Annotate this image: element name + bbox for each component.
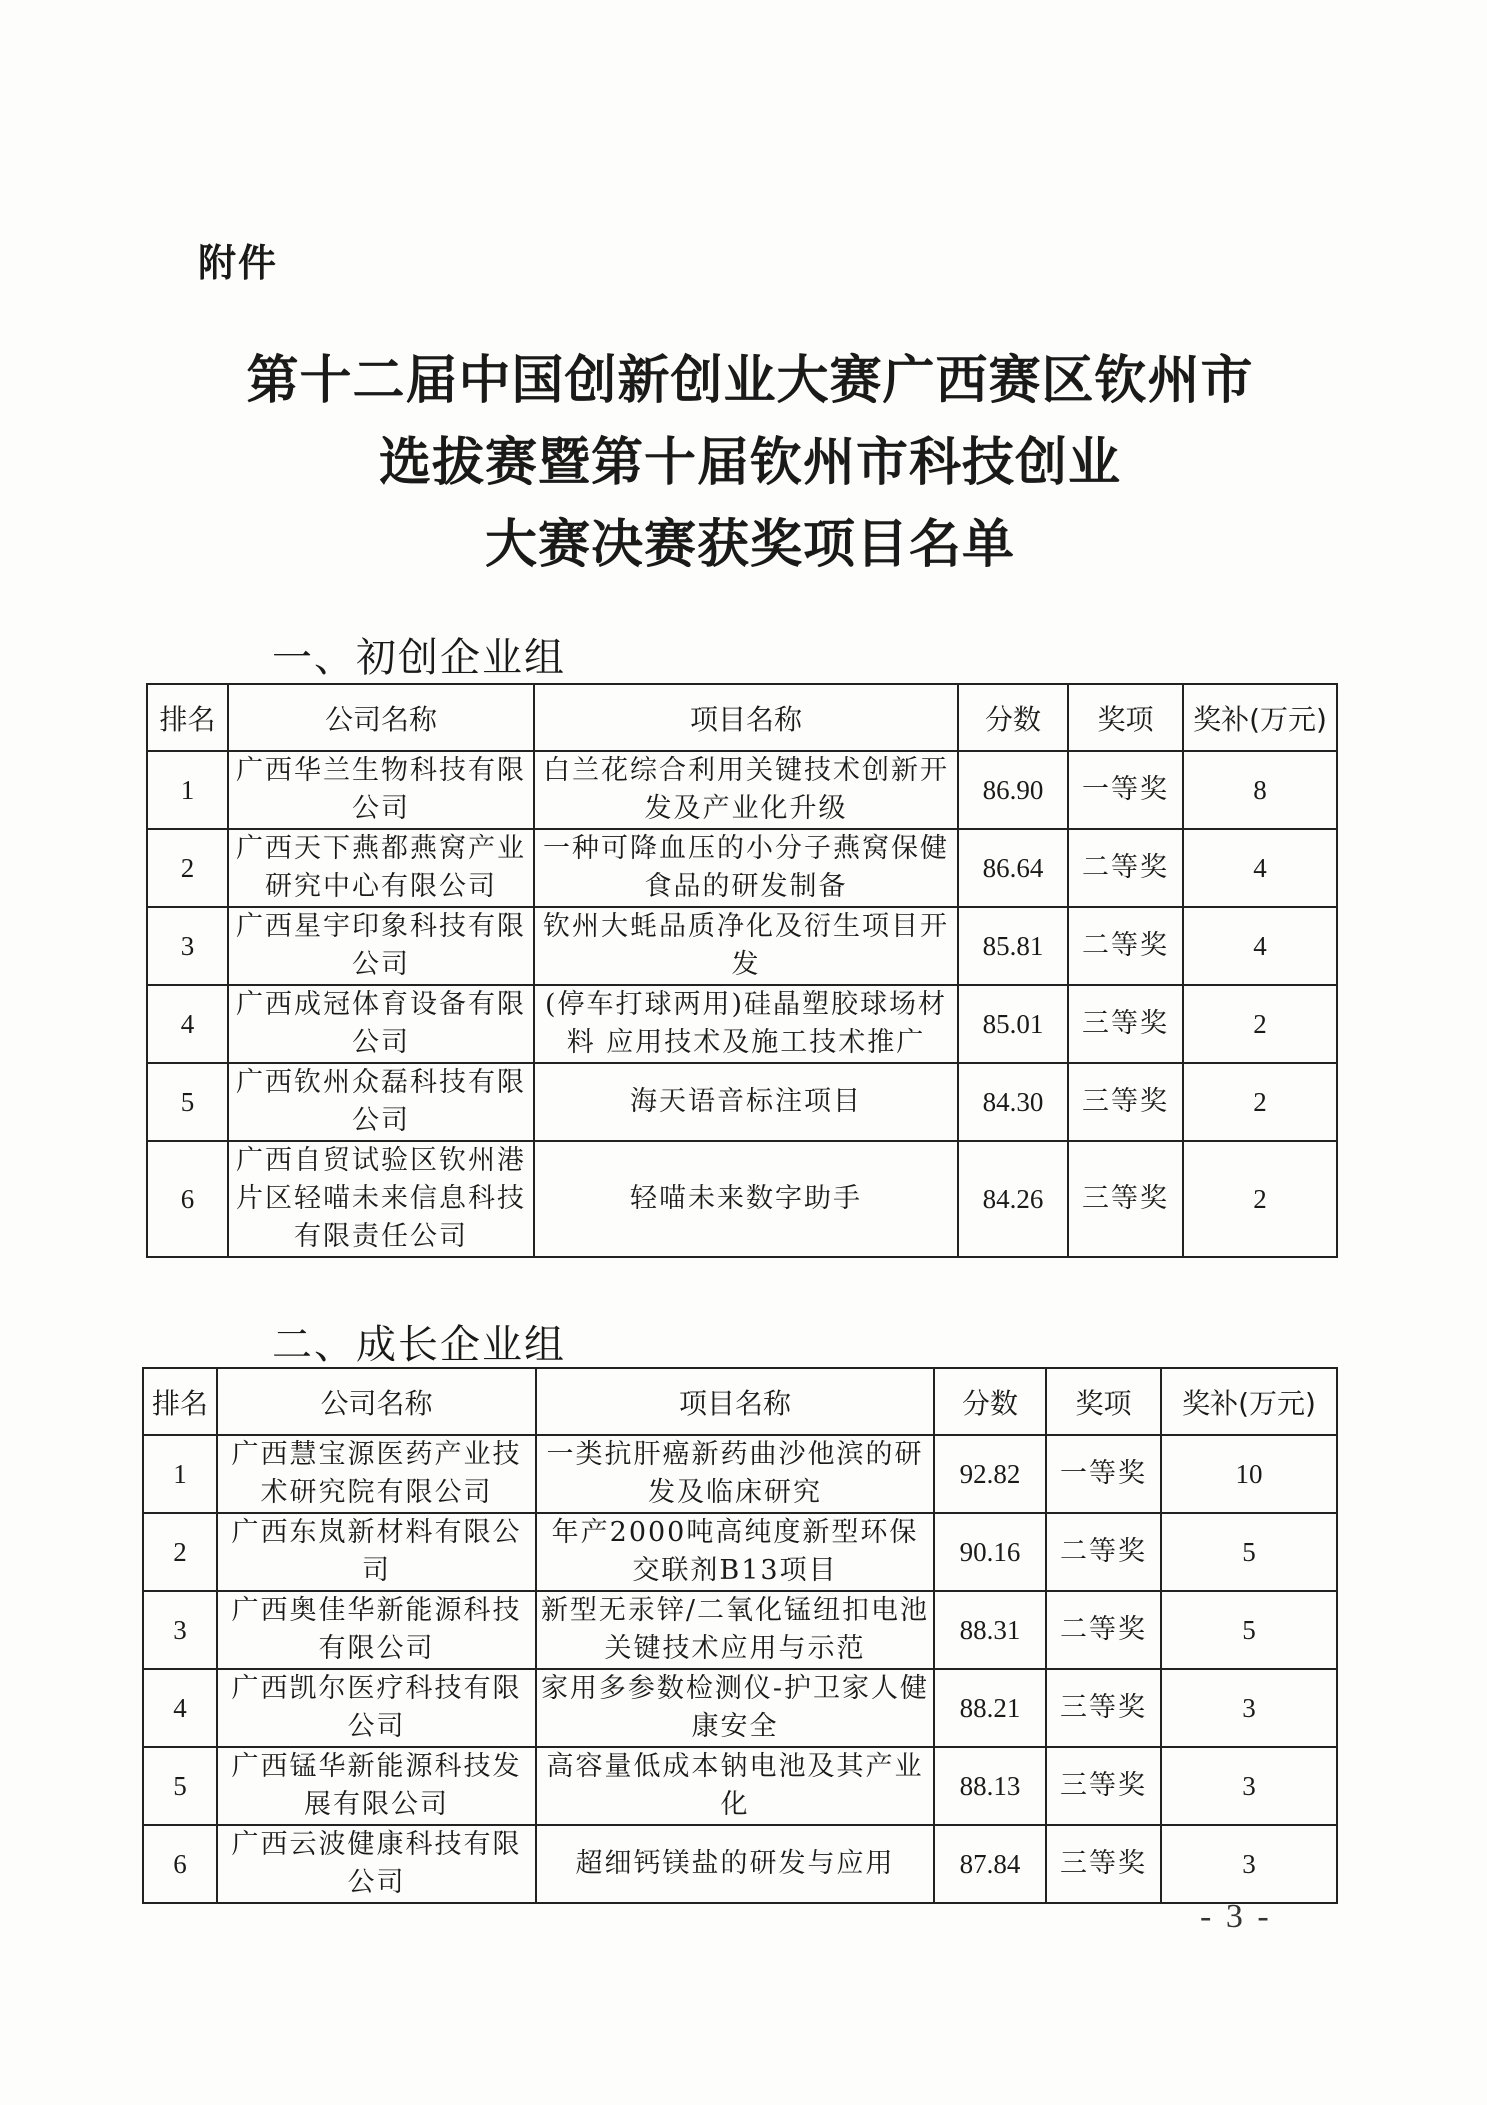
company-cell: 广西星宇印象科技有限公司 [228,907,534,985]
table-row [147,1141,1337,1257]
table-row [143,1513,1337,1591]
table-row [147,829,1337,907]
score-cell: 88.13 [934,1747,1046,1825]
header-company: 公司名称 [217,1368,536,1435]
rank-cell: 2 [143,1513,217,1591]
growth-awards-table [142,1367,1338,1904]
rank-cell: 2 [147,829,228,907]
score-cell: 85.01 [958,985,1068,1063]
score-cell: 92.82 [934,1435,1046,1513]
score-cell: 88.21 [934,1669,1046,1747]
project-cell: 年产2000吨高纯度新型环保交联剂B13项目 [536,1513,934,1591]
score-cell: 85.81 [958,907,1068,985]
company-cell: 广西云波健康科技有限公司 [217,1825,536,1903]
rank-cell: 3 [143,1591,217,1669]
rank-cell: 4 [143,1669,217,1747]
project-cell: 白兰花综合利用关键技术创新开发及产业化升级 [534,751,958,829]
company-cell: 广西华兰生物科技有限公司 [228,751,534,829]
title-line-3: 大赛决赛获奖项目名单 [484,515,1015,575]
header-score: 分数 [958,684,1068,751]
header-subsidy: 奖补(万元) [1161,1368,1337,1435]
subsidy-cell: 5 [1161,1591,1337,1669]
subsidy-cell: 4 [1183,907,1337,985]
company-cell: 广西东岚新材料有限公司 [217,1513,536,1591]
page-number: - 3 - [1200,1898,1272,1935]
section-heading-growth: 二、成长企业组 [272,1322,566,1368]
header-project: 项目名称 [536,1368,934,1435]
rank-cell: 5 [147,1063,228,1141]
subsidy-cell: 2 [1183,1063,1337,1141]
score-cell: 86.64 [958,829,1068,907]
title-line-2: 选拔赛暨第十届钦州市科技创业 [378,433,1121,493]
subsidy-cell: 3 [1161,1669,1337,1747]
table-row [147,985,1337,1063]
score-cell: 87.84 [934,1825,1046,1903]
title-line-1: 第十二届中国创新创业大赛广西赛区钦州市 [246,351,1254,411]
award-cell: 二等奖 [1046,1513,1161,1591]
subsidy-cell: 8 [1183,751,1337,829]
award-cell: 三等奖 [1068,1141,1183,1257]
rank-cell: 4 [147,985,228,1063]
project-cell: (停车打球两用)硅晶塑胶球场材料 应用技术及施工技术推广 [534,985,958,1063]
table-row [143,1669,1337,1747]
company-cell: 广西奥佳华新能源科技有限公司 [217,1591,536,1669]
table-row [147,751,1337,829]
section-heading-startup: 一、初创企业组 [272,635,566,681]
header-award: 奖项 [1046,1368,1161,1435]
rank-cell: 5 [143,1747,217,1825]
subsidy-cell: 2 [1183,985,1337,1063]
document-title [150,340,1350,586]
project-cell: 海天语音标注项目 [534,1063,958,1141]
project-cell: 家用多参数检测仪-护卫家人健康安全 [536,1669,934,1747]
subsidy-cell: 4 [1183,829,1337,907]
award-cell: 二等奖 [1046,1591,1161,1669]
award-cell: 一等奖 [1046,1435,1161,1513]
table-header-row [147,684,1337,751]
project-cell: 高容量低成本钠电池及其产业化 [536,1747,934,1825]
award-cell: 二等奖 [1068,829,1183,907]
score-cell: 88.31 [934,1591,1046,1669]
score-cell: 84.30 [958,1063,1068,1141]
company-cell: 广西自贸试验区钦州港片区轻喵未来信息科技有限责任公司 [228,1141,534,1257]
company-cell: 广西凯尔医疗科技有限公司 [217,1669,536,1747]
header-subsidy: 奖补(万元) [1183,684,1337,751]
header-rank: 排名 [143,1368,217,1435]
header-company: 公司名称 [228,684,534,751]
award-cell: 三等奖 [1046,1825,1161,1903]
score-cell: 90.16 [934,1513,1046,1591]
subsidy-cell: 10 [1161,1435,1337,1513]
rank-cell: 1 [143,1435,217,1513]
award-cell: 三等奖 [1046,1669,1161,1747]
award-cell: 二等奖 [1068,907,1183,985]
subsidy-cell: 5 [1161,1513,1337,1591]
table-row [147,907,1337,985]
subsidy-cell: 3 [1161,1747,1337,1825]
header-project: 项目名称 [534,684,958,751]
company-cell: 广西锰华新能源科技发展有限公司 [217,1747,536,1825]
project-cell: 新型无汞锌/二氧化锰纽扣电池关键技术应用与示范 [536,1591,934,1669]
award-cell: 一等奖 [1068,751,1183,829]
score-cell: 86.90 [958,751,1068,829]
subsidy-cell: 2 [1183,1141,1337,1257]
table-row [147,1063,1337,1141]
project-cell: 一种可降血压的小分子燕窝保健食品的研发制备 [534,829,958,907]
rank-cell: 6 [143,1825,217,1903]
header-award: 奖项 [1068,684,1183,751]
award-cell: 三等奖 [1068,1063,1183,1141]
company-cell: 广西成冠体育设备有限公司 [228,985,534,1063]
project-cell: 一类抗肝癌新药曲沙他滨的研发及临床研究 [536,1435,934,1513]
award-cell: 三等奖 [1068,985,1183,1063]
subsidy-cell: 3 [1161,1825,1337,1903]
award-cell: 三等奖 [1046,1747,1161,1825]
table-row [143,1825,1337,1903]
company-cell: 广西钦州众磊科技有限公司 [228,1063,534,1141]
table-row [143,1747,1337,1825]
table-row [143,1591,1337,1669]
project-cell: 超细钙镁盐的研发与应用 [536,1825,934,1903]
project-cell: 钦州大蚝品质净化及衍生项目开发 [534,907,958,985]
rank-cell: 6 [147,1141,228,1257]
header-rank: 排名 [147,684,228,751]
table-row [143,1435,1337,1513]
project-cell: 轻喵未来数字助手 [534,1141,958,1257]
startup-awards-table [146,683,1338,1258]
rank-cell: 1 [147,751,228,829]
company-cell: 广西天下燕都燕窝产业研究中心有限公司 [228,829,534,907]
company-cell: 广西慧宝源医药产业技术研究院有限公司 [217,1435,536,1513]
table-header-row [143,1368,1337,1435]
rank-cell: 3 [147,907,228,985]
score-cell: 84.26 [958,1141,1068,1257]
attachment-label: 附件 [198,241,279,285]
header-score: 分数 [934,1368,1046,1435]
